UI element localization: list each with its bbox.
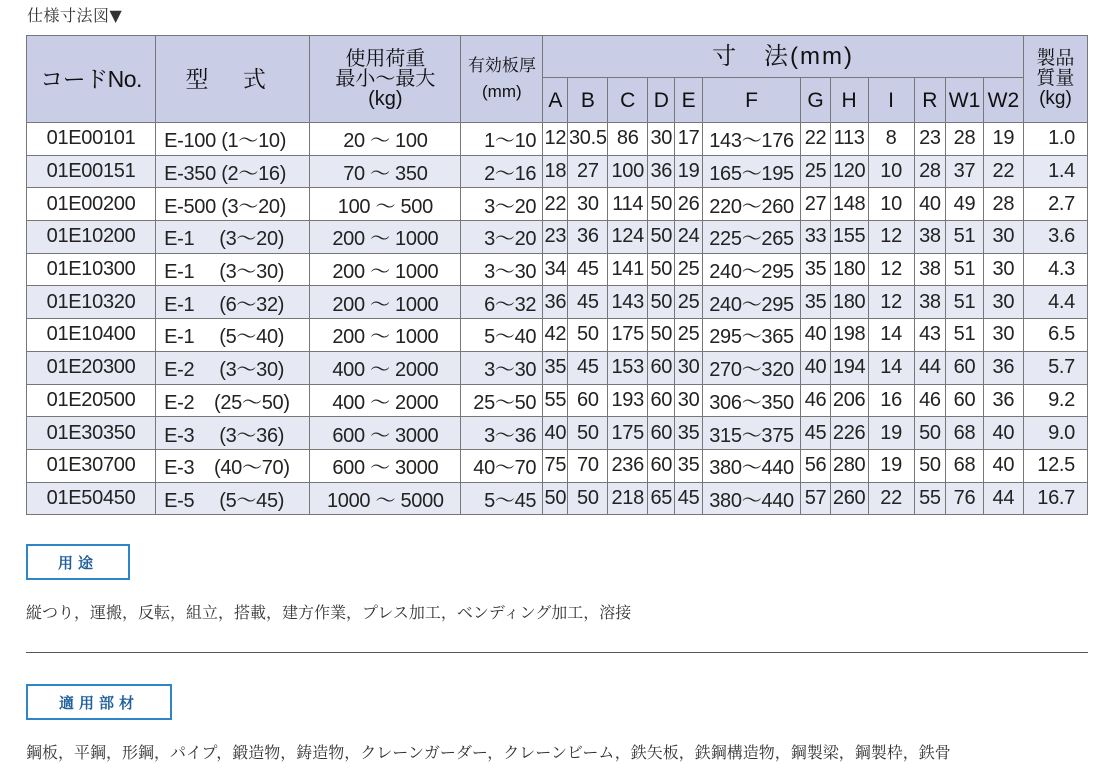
cell-dim-r: 55 bbox=[914, 482, 945, 515]
header-mass bbox=[1023, 36, 1087, 123]
cell-dim-c: 141 bbox=[608, 253, 648, 286]
table-row bbox=[27, 286, 1088, 319]
cell-dim-e: 26 bbox=[675, 188, 702, 221]
table-row bbox=[27, 384, 1088, 417]
header-dim-d: D bbox=[648, 78, 675, 123]
cell-thickness: 40～70 bbox=[461, 449, 543, 482]
cell-dim-h: 113 bbox=[830, 123, 868, 156]
cell-dim-w2: 30 bbox=[983, 286, 1023, 319]
cell-load: 200 ～ 1000 bbox=[310, 253, 461, 286]
cell-dim-w1: 68 bbox=[946, 449, 984, 482]
cell-load: 1000 ～ 5000 bbox=[310, 482, 461, 515]
header-model: 型 式 bbox=[156, 36, 310, 123]
cell-dim-g: 22 bbox=[801, 123, 830, 156]
cell-dim-d: 50 bbox=[648, 253, 675, 286]
cell-dim-g: 40 bbox=[801, 351, 830, 384]
cell-dim-h: 280 bbox=[830, 449, 868, 482]
cell-dim-f: 270～320 bbox=[702, 351, 801, 384]
cell-thickness: 3～30 bbox=[461, 351, 543, 384]
cell-load: 400 ～ 2000 bbox=[310, 351, 461, 384]
cell-dim-c: 236 bbox=[608, 449, 648, 482]
header-dim-i: I bbox=[868, 78, 914, 123]
cell-dim-r: 43 bbox=[914, 319, 945, 352]
header-load-line1: 使用荷重 bbox=[345, 48, 426, 70]
cell-dim-i: 19 bbox=[868, 417, 914, 450]
cell-dim-r: 38 bbox=[914, 253, 945, 286]
cell-dim-c: 124 bbox=[608, 221, 648, 254]
cell-dim-b: 50 bbox=[568, 417, 608, 450]
cell-dim-w2: 40 bbox=[983, 449, 1023, 482]
cell-dim-c: 218 bbox=[608, 482, 648, 515]
cell-dim-g: 57 bbox=[801, 482, 830, 515]
cell-dim-w2: 36 bbox=[983, 351, 1023, 384]
cell-model: E-2 (25～50) bbox=[156, 384, 310, 417]
cell-dim-f: 306～350 bbox=[702, 384, 801, 417]
cell-dim-b: 50 bbox=[568, 319, 608, 352]
section-divider bbox=[26, 652, 1088, 653]
cell-mass: 3.6 bbox=[1023, 221, 1087, 254]
header-dim-e: E bbox=[675, 78, 702, 123]
cell-thickness: 2～16 bbox=[461, 155, 543, 188]
cell-dim-b: 70 bbox=[568, 449, 608, 482]
usage-text: 縦つり，運搬，反転，組立，搭載，建方作業，プレス加工，ベンディング加工，溶接 bbox=[26, 603, 632, 622]
cell-dim-e: 19 bbox=[675, 155, 702, 188]
cell-load: 200 ～ 1000 bbox=[310, 286, 461, 319]
cell-mass: 12.5 bbox=[1023, 449, 1087, 482]
cell-dim-d: 36 bbox=[648, 155, 675, 188]
cell-dim-g: 35 bbox=[801, 253, 830, 286]
cell-dim-b: 30 bbox=[568, 188, 608, 221]
header-mass-line3: (kg) bbox=[1039, 88, 1072, 109]
cell-load: 200 ～ 1000 bbox=[310, 221, 461, 254]
cell-dim-b: 50 bbox=[568, 482, 608, 515]
header-dim-f: F bbox=[702, 78, 801, 123]
cell-code: 01E00151 bbox=[27, 155, 156, 188]
cell-thickness: 6～32 bbox=[461, 286, 543, 319]
cell-dim-f: 220～260 bbox=[702, 188, 801, 221]
cell-dim-f: 240～295 bbox=[702, 253, 801, 286]
cell-dim-a: 23 bbox=[543, 221, 568, 254]
cell-dim-e: 30 bbox=[675, 351, 702, 384]
cell-dim-f: 225～265 bbox=[702, 221, 801, 254]
cell-dim-i: 19 bbox=[868, 449, 914, 482]
cell-dim-r: 50 bbox=[914, 449, 945, 482]
cell-dim-a: 12 bbox=[543, 123, 568, 156]
cell-dim-c: 143 bbox=[608, 286, 648, 319]
cell-dim-b: 27 bbox=[568, 155, 608, 188]
cell-load: 200 ～ 1000 bbox=[310, 319, 461, 352]
cell-dim-w1: 68 bbox=[946, 417, 984, 450]
cell-dim-a: 34 bbox=[543, 253, 568, 286]
spec-table bbox=[26, 35, 1088, 515]
table-row bbox=[27, 319, 1088, 352]
cell-dim-a: 50 bbox=[543, 482, 568, 515]
cell-dim-b: 45 bbox=[568, 286, 608, 319]
cell-dim-c: 100 bbox=[608, 155, 648, 188]
cell-dim-d: 60 bbox=[648, 384, 675, 417]
cell-dim-g: 46 bbox=[801, 384, 830, 417]
cell-mass: 1.0 bbox=[1023, 123, 1087, 156]
cell-model: E-2 (3～30) bbox=[156, 351, 310, 384]
cell-dim-f: 143～176 bbox=[702, 123, 801, 156]
cell-dim-f: 295～365 bbox=[702, 319, 801, 352]
cell-model: E-3 (40～70) bbox=[156, 449, 310, 482]
cell-dim-w2: 30 bbox=[983, 253, 1023, 286]
cell-thickness: 3～20 bbox=[461, 188, 543, 221]
cell-load: 20 ～ 100 bbox=[310, 123, 461, 156]
spec-caption: 仕様寸法図▼ bbox=[27, 6, 123, 25]
table-row bbox=[27, 253, 1088, 286]
header-dim-g: G bbox=[801, 78, 830, 123]
cell-dim-e: 30 bbox=[675, 384, 702, 417]
cell-dim-c: 175 bbox=[608, 417, 648, 450]
header-load-line3: (kg) bbox=[368, 88, 403, 110]
cell-dim-r: 28 bbox=[914, 155, 945, 188]
cell-code: 01E00101 bbox=[27, 123, 156, 156]
cell-mass: 4.4 bbox=[1023, 286, 1087, 319]
cell-model: E-500 (3～20) bbox=[156, 188, 310, 221]
cell-dim-e: 35 bbox=[675, 417, 702, 450]
cell-dim-a: 42 bbox=[543, 319, 568, 352]
header-dim-h: H bbox=[830, 78, 868, 123]
table-row bbox=[27, 155, 1088, 188]
header-mass-line1: 製品 bbox=[1036, 48, 1075, 69]
materials-heading: 適用部材 bbox=[26, 684, 172, 720]
cell-dim-f: 240～295 bbox=[702, 286, 801, 319]
cell-load: 600 ～ 3000 bbox=[310, 417, 461, 450]
cell-dim-b: 36 bbox=[568, 221, 608, 254]
cell-code: 01E20500 bbox=[27, 384, 156, 417]
cell-model: E-1 (3～20) bbox=[156, 221, 310, 254]
cell-dim-e: 25 bbox=[675, 253, 702, 286]
cell-dim-e: 24 bbox=[675, 221, 702, 254]
cell-dim-r: 23 bbox=[914, 123, 945, 156]
cell-dim-w1: 76 bbox=[946, 482, 984, 515]
cell-dim-r: 46 bbox=[914, 384, 945, 417]
cell-dim-f: 380～440 bbox=[702, 482, 801, 515]
cell-thickness: 3～36 bbox=[461, 417, 543, 450]
cell-dim-d: 60 bbox=[648, 417, 675, 450]
cell-dim-c: 193 bbox=[608, 384, 648, 417]
cell-dim-r: 44 bbox=[914, 351, 945, 384]
cell-dim-a: 22 bbox=[543, 188, 568, 221]
cell-model: E-350 (2～16) bbox=[156, 155, 310, 188]
cell-dim-c: 114 bbox=[608, 188, 648, 221]
cell-dim-h: 148 bbox=[830, 188, 868, 221]
header-dimensions: 寸 法(mm) bbox=[543, 36, 1024, 78]
cell-model: E-3 (3～36) bbox=[156, 417, 310, 450]
cell-model: E-1 (5～40) bbox=[156, 319, 310, 352]
cell-dim-i: 14 bbox=[868, 319, 914, 352]
cell-dim-d: 65 bbox=[648, 482, 675, 515]
header-load-line2: 最小～最大 bbox=[335, 68, 436, 90]
cell-code: 01E00200 bbox=[27, 188, 156, 221]
cell-dim-f: 165～195 bbox=[702, 155, 801, 188]
cell-dim-g: 40 bbox=[801, 319, 830, 352]
cell-mass: 1.4 bbox=[1023, 155, 1087, 188]
cell-dim-g: 35 bbox=[801, 286, 830, 319]
cell-dim-i: 14 bbox=[868, 351, 914, 384]
cell-mass: 9.0 bbox=[1023, 417, 1087, 450]
cell-mass: 5.7 bbox=[1023, 351, 1087, 384]
cell-dim-a: 36 bbox=[543, 286, 568, 319]
cell-code: 01E30350 bbox=[27, 417, 156, 450]
cell-dim-h: 180 bbox=[830, 253, 868, 286]
cell-dim-b: 45 bbox=[568, 351, 608, 384]
cell-mass: 2.7 bbox=[1023, 188, 1087, 221]
cell-dim-w2: 30 bbox=[983, 319, 1023, 352]
cell-dim-r: 40 bbox=[914, 188, 945, 221]
cell-dim-h: 226 bbox=[830, 417, 868, 450]
cell-dim-c: 175 bbox=[608, 319, 648, 352]
cell-dim-w2: 44 bbox=[983, 482, 1023, 515]
cell-code: 01E50450 bbox=[27, 482, 156, 515]
cell-dim-w1: 28 bbox=[946, 123, 984, 156]
materials-text: 鋼板，平鋼，形鋼，パイプ，鍛造物，鋳造物，クレーンガーダー，クレーンビーム，鉄矢板，鉄鋼構造物，鋼製梁，鋼製枠，鉄骨 bbox=[26, 743, 951, 762]
cell-load: 70 ～ 350 bbox=[310, 155, 461, 188]
cell-code: 01E10200 bbox=[27, 221, 156, 254]
cell-dim-a: 40 bbox=[543, 417, 568, 450]
cell-dim-r: 38 bbox=[914, 221, 945, 254]
cell-dim-w1: 60 bbox=[946, 351, 984, 384]
cell-model: E-1 (3～30) bbox=[156, 253, 310, 286]
header-dim-w1: W1 bbox=[946, 78, 984, 123]
cell-dim-a: 18 bbox=[543, 155, 568, 188]
cell-load: 400 ～ 2000 bbox=[310, 384, 461, 417]
cell-dim-w1: 49 bbox=[946, 188, 984, 221]
cell-dim-b: 30.5 bbox=[568, 123, 608, 156]
cell-thickness: 3～30 bbox=[461, 253, 543, 286]
cell-dim-g: 25 bbox=[801, 155, 830, 188]
cell-dim-d: 50 bbox=[648, 319, 675, 352]
cell-dim-c: 153 bbox=[608, 351, 648, 384]
cell-thickness: 3～20 bbox=[461, 221, 543, 254]
cell-dim-i: 12 bbox=[868, 286, 914, 319]
cell-dim-r: 50 bbox=[914, 417, 945, 450]
cell-dim-w1: 51 bbox=[946, 253, 984, 286]
cell-model: E-5 (5～45) bbox=[156, 482, 310, 515]
cell-dim-h: 198 bbox=[830, 319, 868, 352]
cell-dim-i: 8 bbox=[868, 123, 914, 156]
cell-dim-f: 315～375 bbox=[702, 417, 801, 450]
cell-load: 600 ～ 3000 bbox=[310, 449, 461, 482]
cell-dim-w1: 51 bbox=[946, 286, 984, 319]
cell-dim-h: 194 bbox=[830, 351, 868, 384]
table-row bbox=[27, 482, 1088, 515]
cell-model: E-100 (1～10) bbox=[156, 123, 310, 156]
cell-dim-w1: 37 bbox=[946, 155, 984, 188]
cell-dim-i: 12 bbox=[868, 221, 914, 254]
table-row bbox=[27, 351, 1088, 384]
cell-dim-a: 75 bbox=[543, 449, 568, 482]
cell-dim-i: 12 bbox=[868, 253, 914, 286]
cell-dim-r: 38 bbox=[914, 286, 945, 319]
cell-dim-h: 155 bbox=[830, 221, 868, 254]
table-row bbox=[27, 449, 1088, 482]
cell-dim-i: 10 bbox=[868, 188, 914, 221]
header-thickness bbox=[461, 36, 543, 123]
cell-dim-c: 86 bbox=[608, 123, 648, 156]
cell-dim-g: 45 bbox=[801, 417, 830, 450]
header-thickness-line2: (mm) bbox=[482, 82, 522, 101]
header-dim-c: C bbox=[608, 78, 648, 123]
cell-dim-d: 50 bbox=[648, 188, 675, 221]
cell-dim-b: 45 bbox=[568, 253, 608, 286]
table-row bbox=[27, 417, 1088, 450]
cell-dim-h: 120 bbox=[830, 155, 868, 188]
header-dim-w2: W2 bbox=[983, 78, 1023, 123]
cell-dim-i: 22 bbox=[868, 482, 914, 515]
cell-dim-e: 35 bbox=[675, 449, 702, 482]
cell-thickness: 5～45 bbox=[461, 482, 543, 515]
cell-code: 01E10400 bbox=[27, 319, 156, 352]
cell-thickness: 5～40 bbox=[461, 319, 543, 352]
cell-mass: 6.5 bbox=[1023, 319, 1087, 352]
cell-dim-w1: 51 bbox=[946, 319, 984, 352]
cell-thickness: 1～10 bbox=[461, 123, 543, 156]
header-mass-line2: 質量 bbox=[1036, 68, 1075, 89]
cell-dim-e: 25 bbox=[675, 286, 702, 319]
cell-dim-d: 60 bbox=[648, 351, 675, 384]
cell-dim-d: 30 bbox=[648, 123, 675, 156]
cell-dim-h: 206 bbox=[830, 384, 868, 417]
table-row bbox=[27, 188, 1088, 221]
header-dim-b: B bbox=[568, 78, 608, 123]
cell-dim-w1: 60 bbox=[946, 384, 984, 417]
cell-dim-w2: 40 bbox=[983, 417, 1023, 450]
header-dim-a: A bbox=[543, 78, 568, 123]
cell-dim-g: 33 bbox=[801, 221, 830, 254]
cell-dim-g: 56 bbox=[801, 449, 830, 482]
cell-dim-h: 180 bbox=[830, 286, 868, 319]
header-thickness-line1: 有効板厚 bbox=[467, 56, 536, 75]
cell-dim-e: 17 bbox=[675, 123, 702, 156]
cell-dim-f: 380～440 bbox=[702, 449, 801, 482]
cell-thickness: 25～50 bbox=[461, 384, 543, 417]
cell-code: 01E10300 bbox=[27, 253, 156, 286]
header-load bbox=[310, 36, 461, 123]
usage-heading: 用途 bbox=[26, 544, 130, 580]
cell-dim-e: 25 bbox=[675, 319, 702, 352]
cell-dim-w1: 51 bbox=[946, 221, 984, 254]
cell-mass: 9.2 bbox=[1023, 384, 1087, 417]
table-row bbox=[27, 123, 1088, 156]
cell-dim-d: 60 bbox=[648, 449, 675, 482]
cell-model: E-1 (6～32) bbox=[156, 286, 310, 319]
cell-mass: 4.3 bbox=[1023, 253, 1087, 286]
cell-dim-d: 50 bbox=[648, 221, 675, 254]
cell-dim-w2: 19 bbox=[983, 123, 1023, 156]
header-dim-r: R bbox=[914, 78, 945, 123]
cell-dim-g: 27 bbox=[801, 188, 830, 221]
cell-code: 01E20300 bbox=[27, 351, 156, 384]
cell-load: 100 ～ 500 bbox=[310, 188, 461, 221]
cell-code: 01E10320 bbox=[27, 286, 156, 319]
cell-dim-a: 35 bbox=[543, 351, 568, 384]
cell-dim-b: 60 bbox=[568, 384, 608, 417]
cell-dim-w2: 22 bbox=[983, 155, 1023, 188]
cell-dim-w2: 36 bbox=[983, 384, 1023, 417]
cell-dim-i: 10 bbox=[868, 155, 914, 188]
cell-dim-w2: 30 bbox=[983, 221, 1023, 254]
cell-dim-a: 55 bbox=[543, 384, 568, 417]
cell-dim-w2: 28 bbox=[983, 188, 1023, 221]
header-code: コードNo. bbox=[27, 36, 156, 123]
cell-dim-e: 45 bbox=[675, 482, 702, 515]
cell-code: 01E30700 bbox=[27, 449, 156, 482]
cell-dim-d: 50 bbox=[648, 286, 675, 319]
table-row bbox=[27, 221, 1088, 254]
cell-mass: 16.7 bbox=[1023, 482, 1087, 515]
cell-dim-i: 16 bbox=[868, 384, 914, 417]
cell-dim-h: 260 bbox=[830, 482, 868, 515]
